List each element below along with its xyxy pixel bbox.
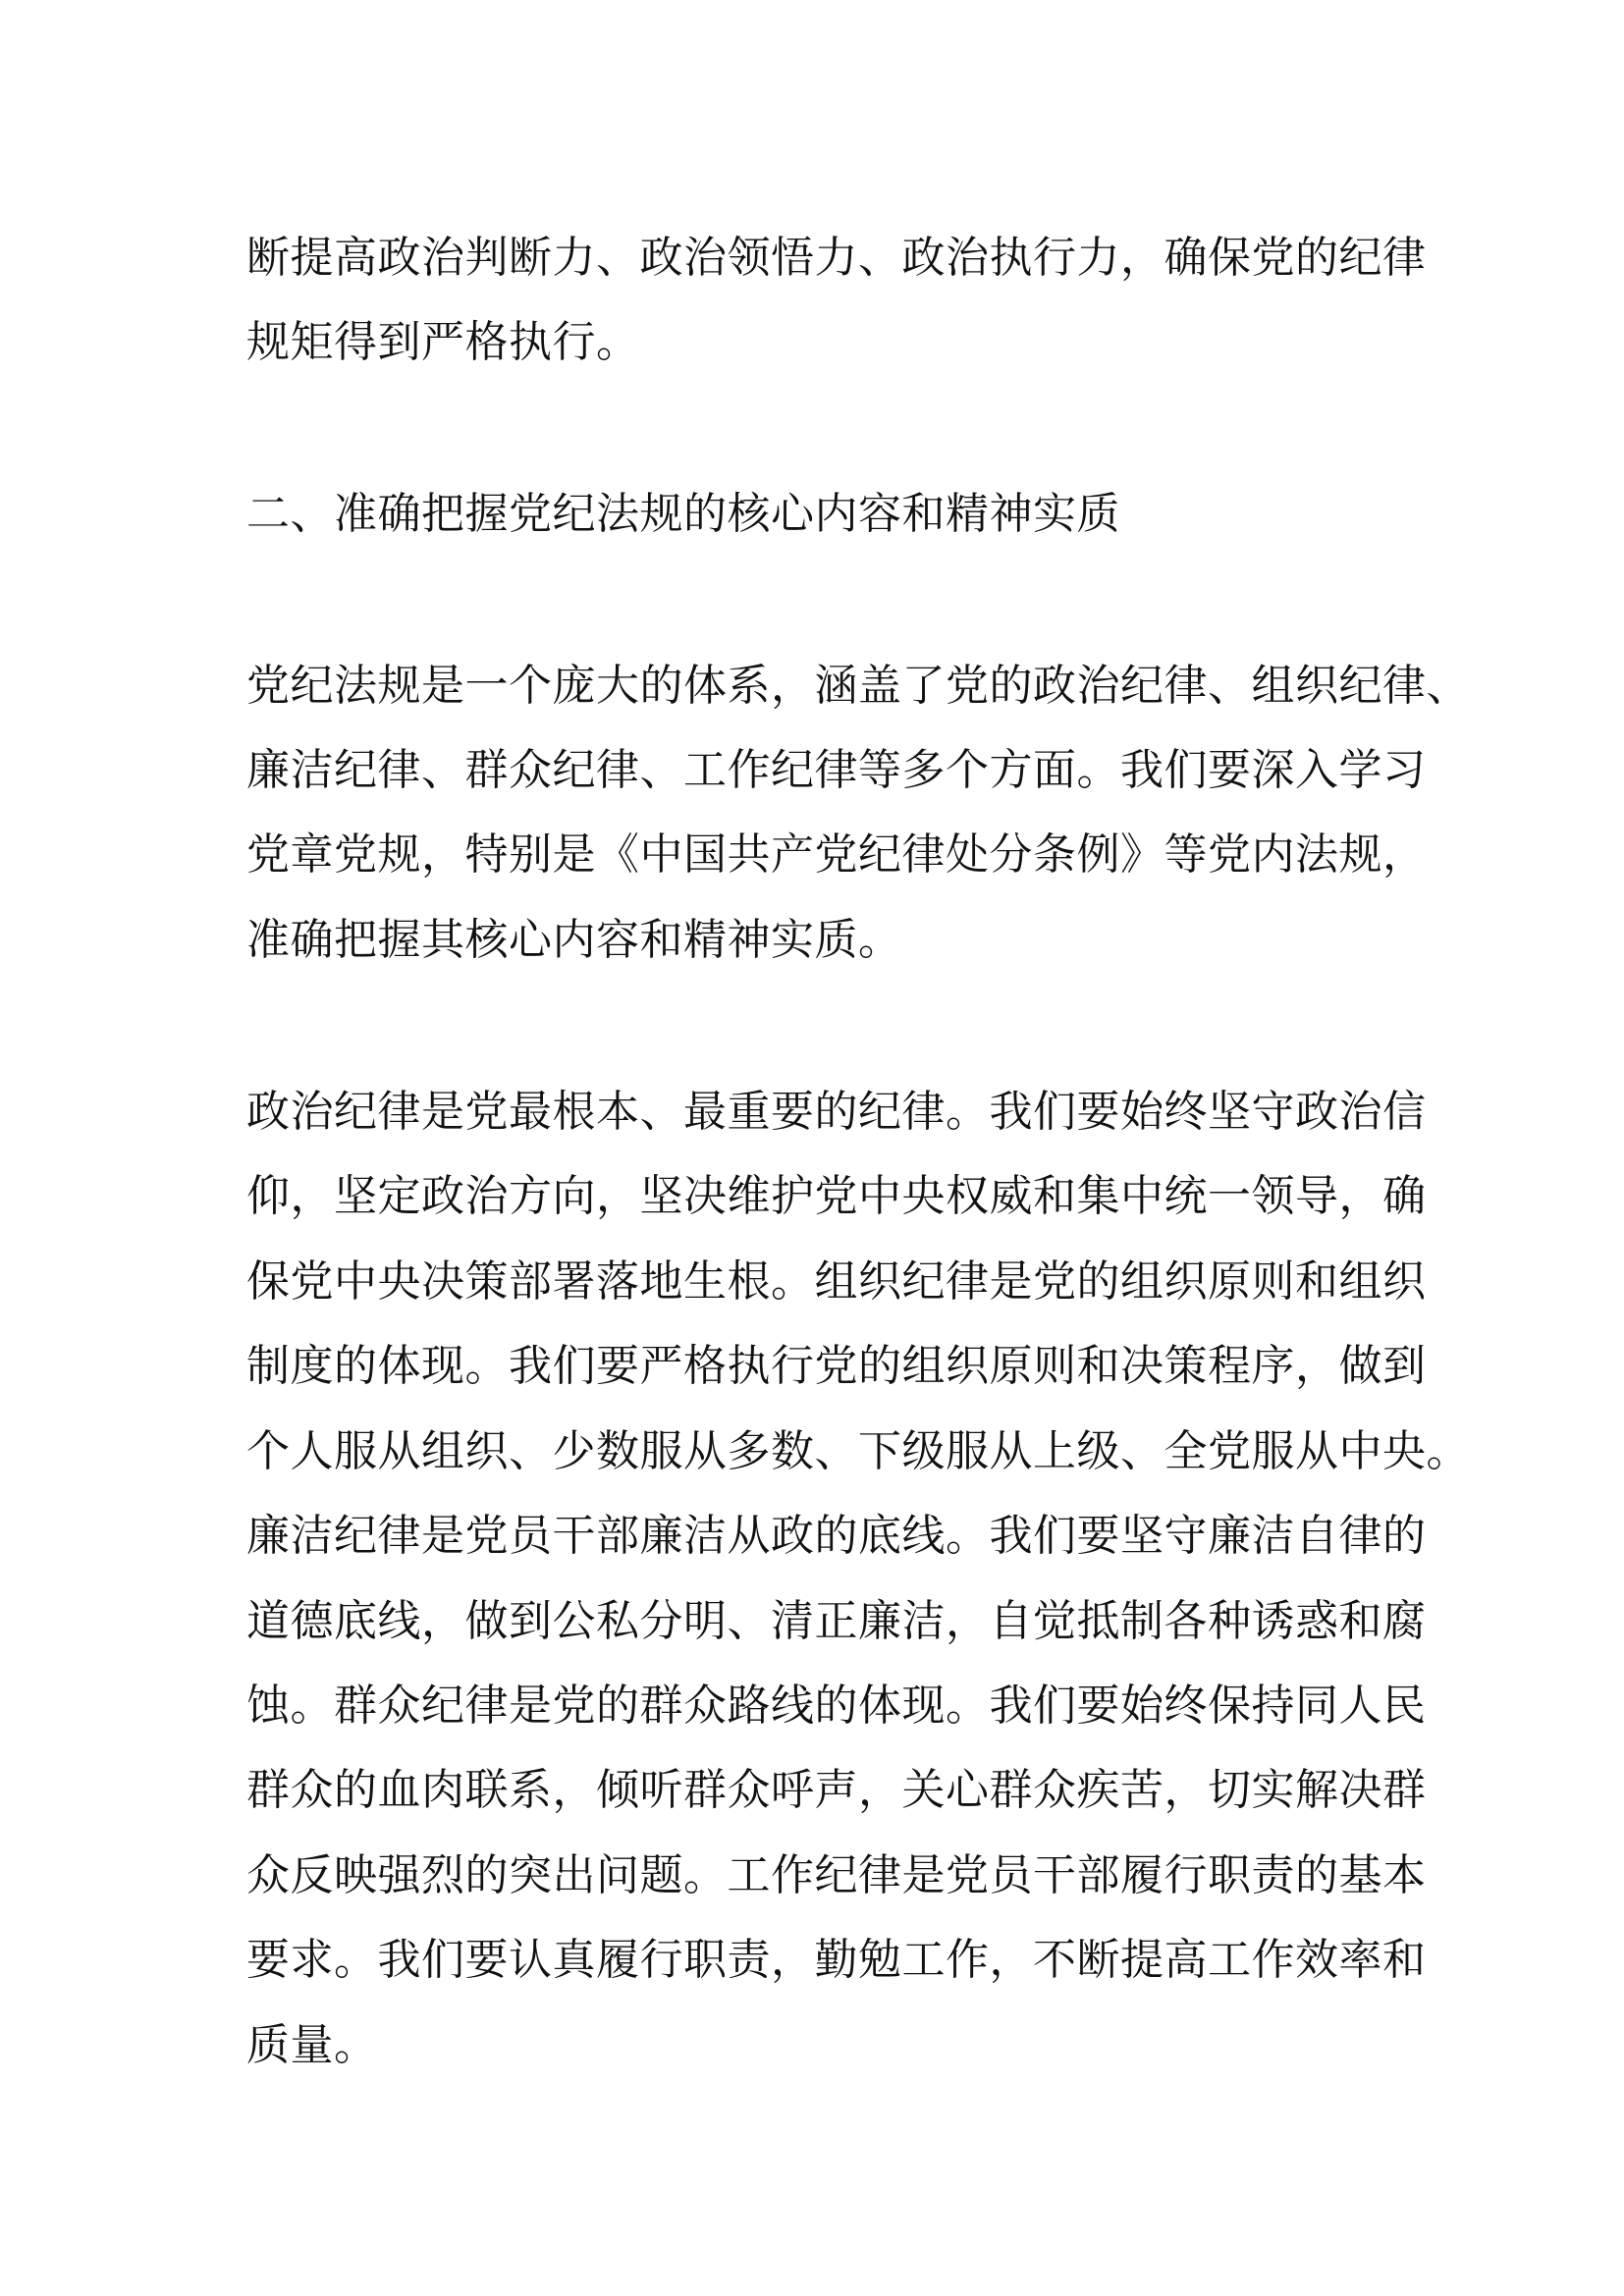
paragraph-2-line-2: 廉洁纪律、群众纪律、工作纪律等多个方面。我们要深入学习	[246, 745, 1427, 795]
paragraph-3-line-1: 政治纪律是党最根本、最重要的纪律。我们要始终坚守政治信	[246, 1087, 1427, 1137]
paragraph-3-line-5: 个人服从组织、少数服从多数、下级服从上级、全党服从中央。	[246, 1426, 1470, 1476]
paragraph-3-line-8: 蚀。群众纪律是党的群众路线的体现。我们要始终保持同人民	[246, 1681, 1427, 1731]
paragraph-3-line-9: 群众的血肉联系，倾听群众呼声，关心群众疾苦，切实解决群	[246, 1765, 1427, 1815]
paragraph-3-line-11: 要求。我们要认真履行职责，勤勉工作，不断提高工作效率和	[246, 1935, 1427, 1985]
paragraph-3-line-10: 众反映强烈的突出问题。工作纪律是党员干部履行职责的基本	[246, 1850, 1427, 1900]
paragraph-2-line-4: 准确把握其核心内容和精神实质。	[246, 915, 902, 965]
paragraph-3-line-3: 保党中央决策部署落地生根。组织纪律是党的组织原则和组织	[246, 1256, 1427, 1307]
paragraph-3-line-7: 道德底线，做到公私分明、清正廉洁，自觉抵制各种诱惑和腐	[246, 1596, 1427, 1646]
paragraph-1-line-1: 断提高政治判断力、政治领悟力、政治执行力，确保党的纪律	[246, 233, 1427, 283]
paragraph-3-line-2: 仰，坚定政治方向，坚决维护党中央权威和集中统一领导，确	[246, 1171, 1427, 1221]
paragraph-1-line-2: 规矩得到严格执行。	[246, 317, 640, 367]
paragraph-3-line-12: 质量。	[246, 2020, 378, 2070]
paragraph-3-line-4: 制度的体现。我们要严格执行党的组织原则和决策程序，做到	[246, 1341, 1427, 1391]
paragraph-2-line-1: 党纪法规是一个庞大的体系，涵盖了党的政治纪律、组织纪律、	[246, 661, 1470, 711]
paragraph-3-line-6: 廉洁纪律是党员干部廉洁从政的底线。我们要坚守廉洁自律的	[246, 1511, 1427, 1561]
paragraph-2-line-3: 党章党规，特别是《中国共产党纪律处分条例》等党内法规，	[246, 829, 1427, 880]
section-heading: 二、准确把握党纪法规的核心内容和精神实质	[246, 489, 1120, 539]
